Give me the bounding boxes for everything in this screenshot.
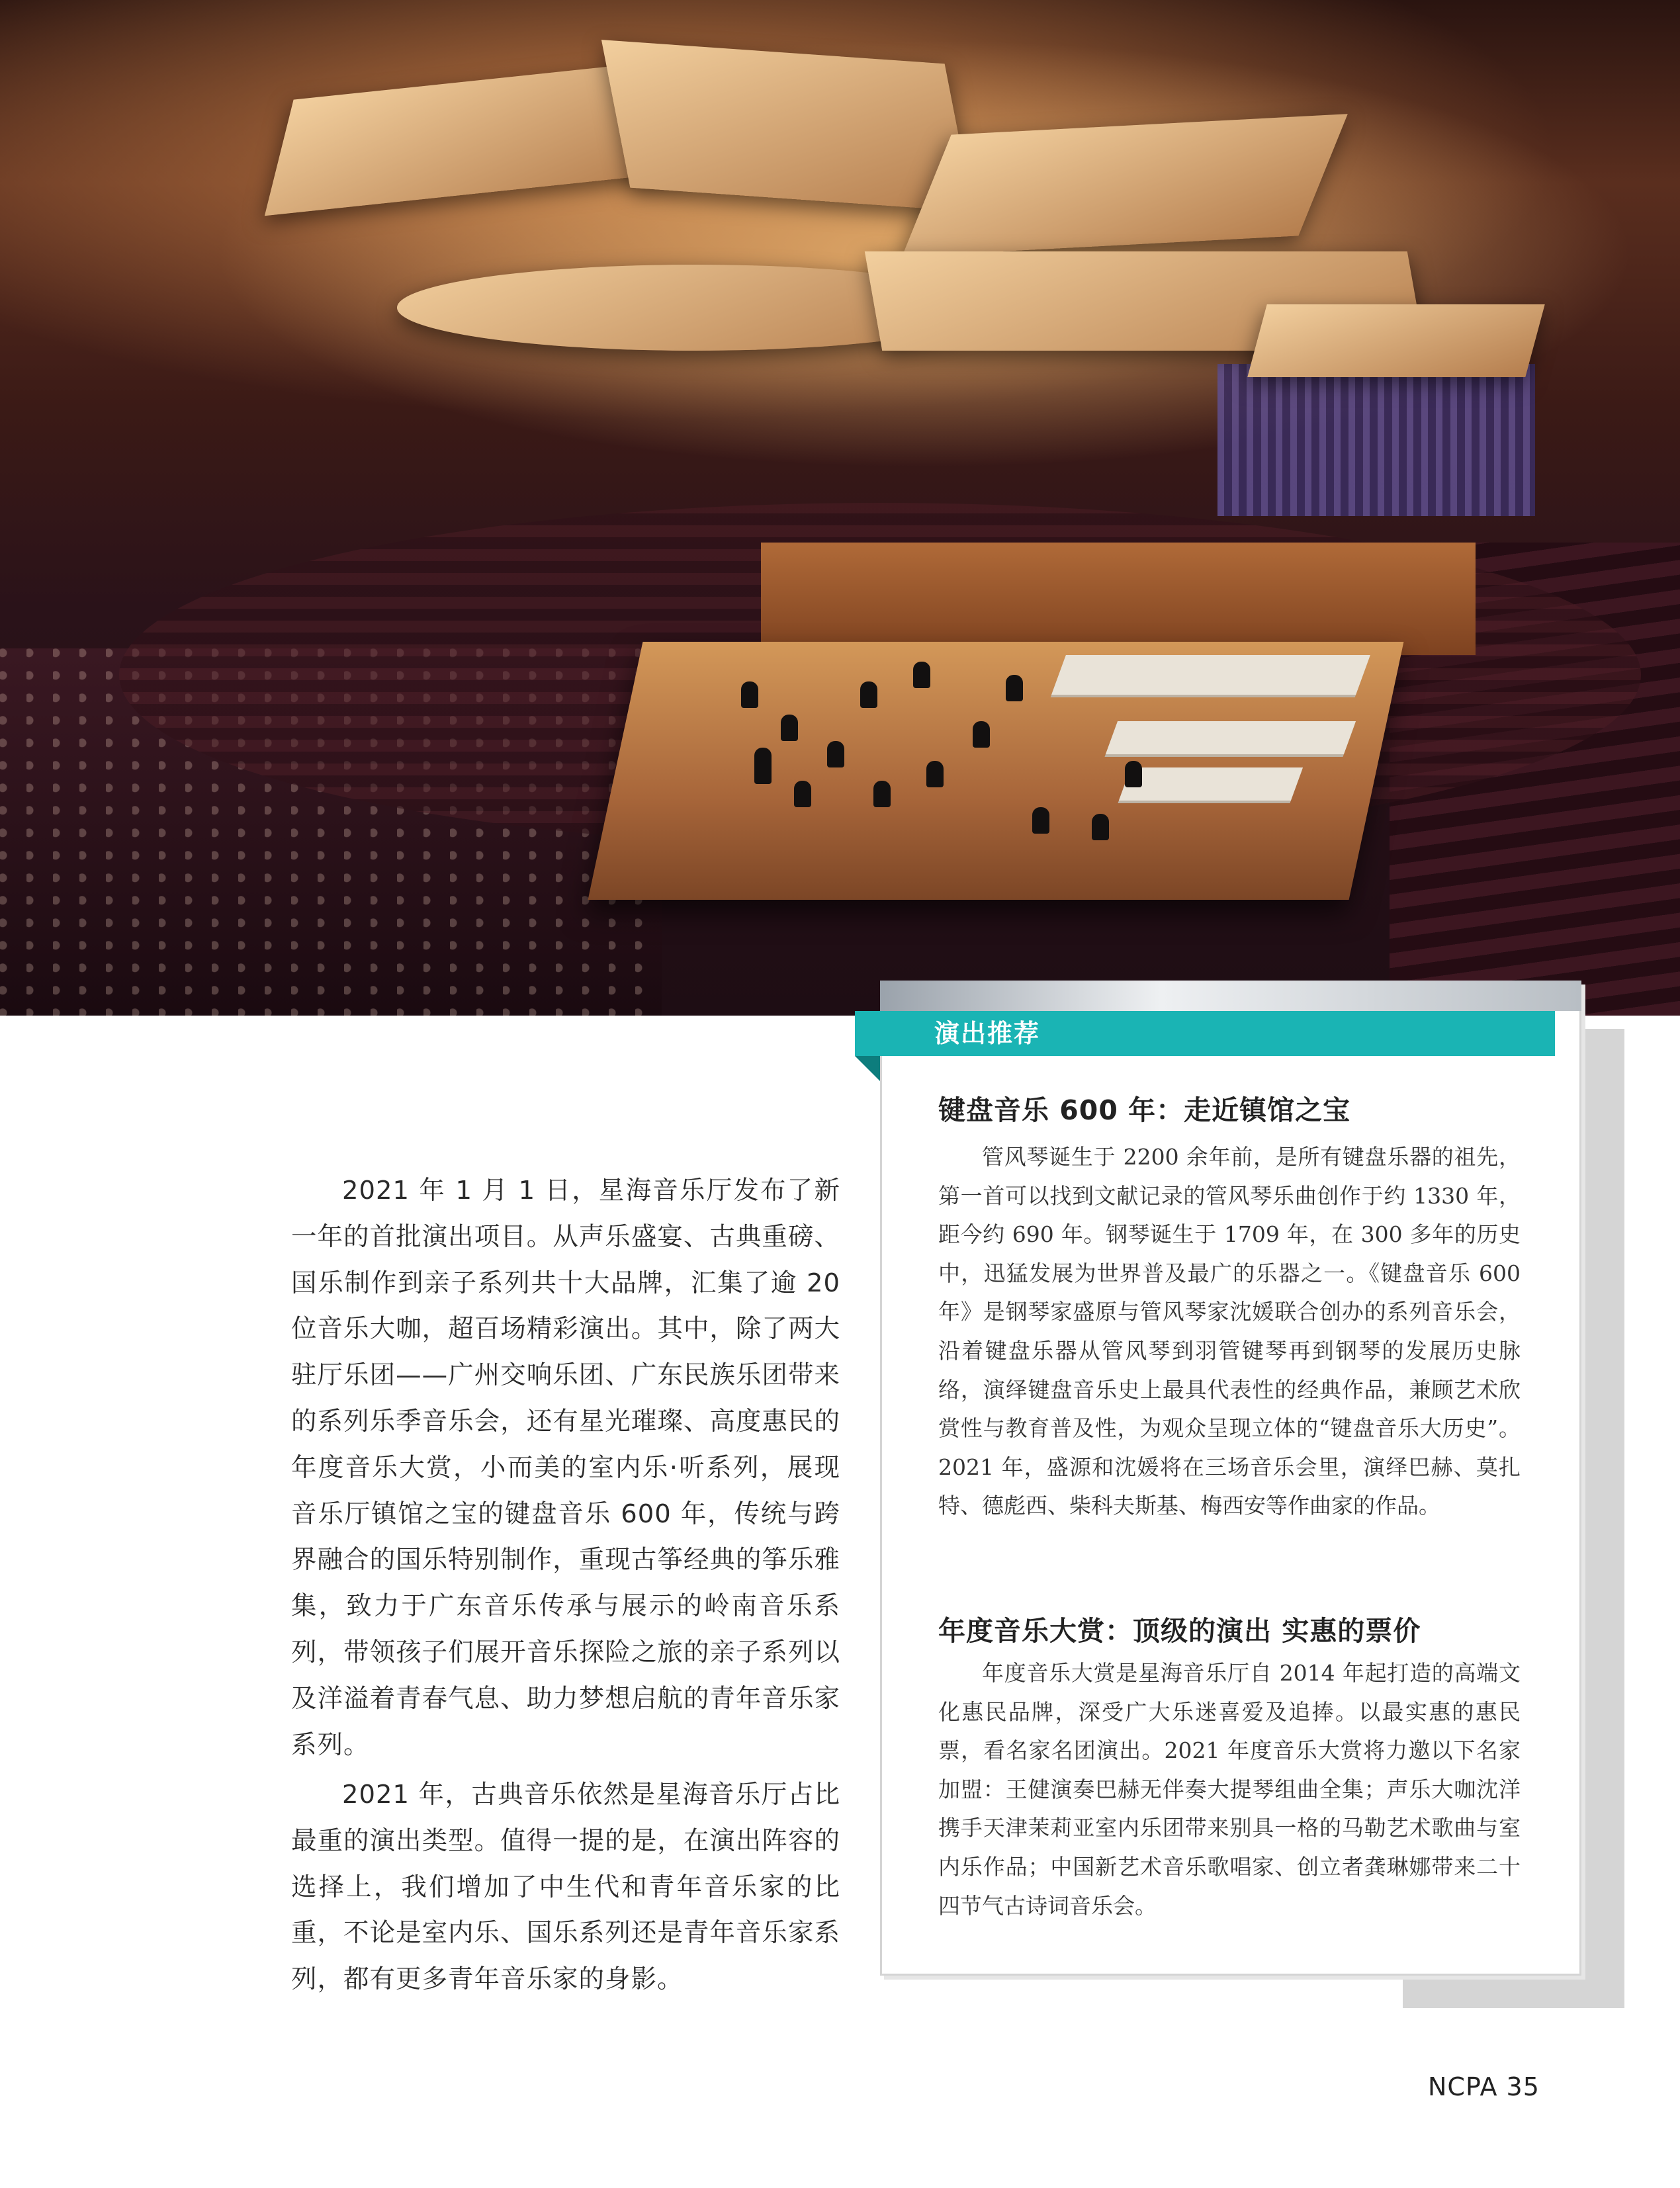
- musician: [1006, 675, 1023, 701]
- ceiling-reflector: [1247, 304, 1544, 377]
- pipe-organ: [1217, 364, 1535, 516]
- stage-riser: [1051, 655, 1370, 695]
- musician: [1092, 814, 1109, 840]
- article-paragraph-2: 2021 年，古典音乐依然是星海音乐厅占比最重的演出类型。值得一提的是，在演出阵容的选择上，我们增加了中生代和青年音乐家的比重，不论是室内乐、国乐系列还是青年音乐家系列，都有更多青年音乐家的身影。: [291, 1780, 840, 1995]
- sidebar-top-strip: [880, 981, 1581, 1011]
- ceiling-reflector: [601, 40, 973, 212]
- musician: [781, 715, 798, 741]
- musician: [741, 681, 758, 708]
- page-footer: [1428, 2072, 1540, 2101]
- musician: [794, 781, 811, 807]
- musician: [1125, 761, 1142, 787]
- musician: [926, 761, 944, 787]
- section2-body: 年度音乐大赏是星海音乐厅自 2014 年起打造的高端文化惠民品牌，深受广大乐迷喜爱及追捧。以最实惠的惠民票，看名家名团演出。2021 年度音乐大赏将力邀以下名家加盟：王健演奏巴赫无伴奏大提琴组曲全集；声乐大咖沈洋携手天津茉莉亚室内乐团带来别具一格的马勒艺术歌曲与室内乐作品；中国新艺术音乐歌唱家、创立者龚琳娜带来二十四节气古诗词音乐会。: [938, 1660, 1521, 1919]
- musician: [913, 662, 930, 688]
- musician: [973, 721, 990, 748]
- section2-title: 年度音乐大赏：顶级的演出 实惠的票价: [938, 1615, 1421, 1647]
- conductor: [754, 748, 772, 784]
- musician: [860, 681, 877, 708]
- sidebar-tag: 演出推荐: [855, 1011, 1555, 1056]
- stage-wall: [761, 543, 1476, 655]
- stage-riser: [1119, 767, 1303, 801]
- musician: [827, 741, 844, 767]
- magazine-name: NCPA: [1428, 2072, 1498, 2101]
- section1-title: 键盘音乐 600 年：走近镇馆之宝: [938, 1094, 1351, 1126]
- sidebar-tag-fold: [855, 1056, 880, 1081]
- ceiling-reflector: [902, 114, 1348, 257]
- article-paragraph-1: 2021 年 1 月 1 日，星海音乐厅发布了新一年的首批演出项目。从声乐盛宴、古典重磅、国乐制作到亲子系列共十大品牌，汇集了逾 20 位音乐大咖，超百场精彩演出。其中，除了两大驻厅乐团——广州交响乐团、广东民族乐团带来的系列乐季音乐会，还有星光璀璨、高度惠民的年度音乐大赏，小而美的室内乐·听系列，展现音乐厅镇馆之宝的键盘音乐 600 年，传统与跨界融合的国乐特别制作，重现古筝经典的筝乐雅集，致力于广东音乐传承与展示的岭南音乐系列，带领孩子们展开音乐探险之旅的亲子系列以及洋溢着青春气息、助力梦想启航的青年音乐家系列。: [291, 1176, 840, 1760]
- concert-hall-photo: [0, 0, 1680, 1016]
- section1-body: 管风琴诞生于 2200 余年前，是所有键盘乐器的祖先，第一首可以找到文献记录的管风琴乐曲创作于约 1330 年，距今约 690 年。钢琴诞生于 1709 年，在 300 多年的历史中，迅猛发展为世界普及最广的乐器之一。《键盘音乐 600 年》是钢琴家盛原与管风琴家沈媛联合创办的系列音乐会，沿着键盘乐器从管风琴到羽管键琴再到钢琴的发展历史脉络，演绎键盘音乐史上最具代表性的经典作品，兼顾艺术欣赏性与教育普及性，为观众呈现立体的“键盘音乐大历史”。2021 年，盛源和沈媛将在三场音乐会里，演绎巴赫、莫扎特、德彪西、柴科夫斯基、梅西安等作曲家的作品。: [938, 1144, 1521, 1519]
- musician: [873, 781, 891, 807]
- stage-riser: [1106, 721, 1356, 754]
- page-number: 35: [1506, 2072, 1540, 2101]
- musician: [1032, 807, 1049, 834]
